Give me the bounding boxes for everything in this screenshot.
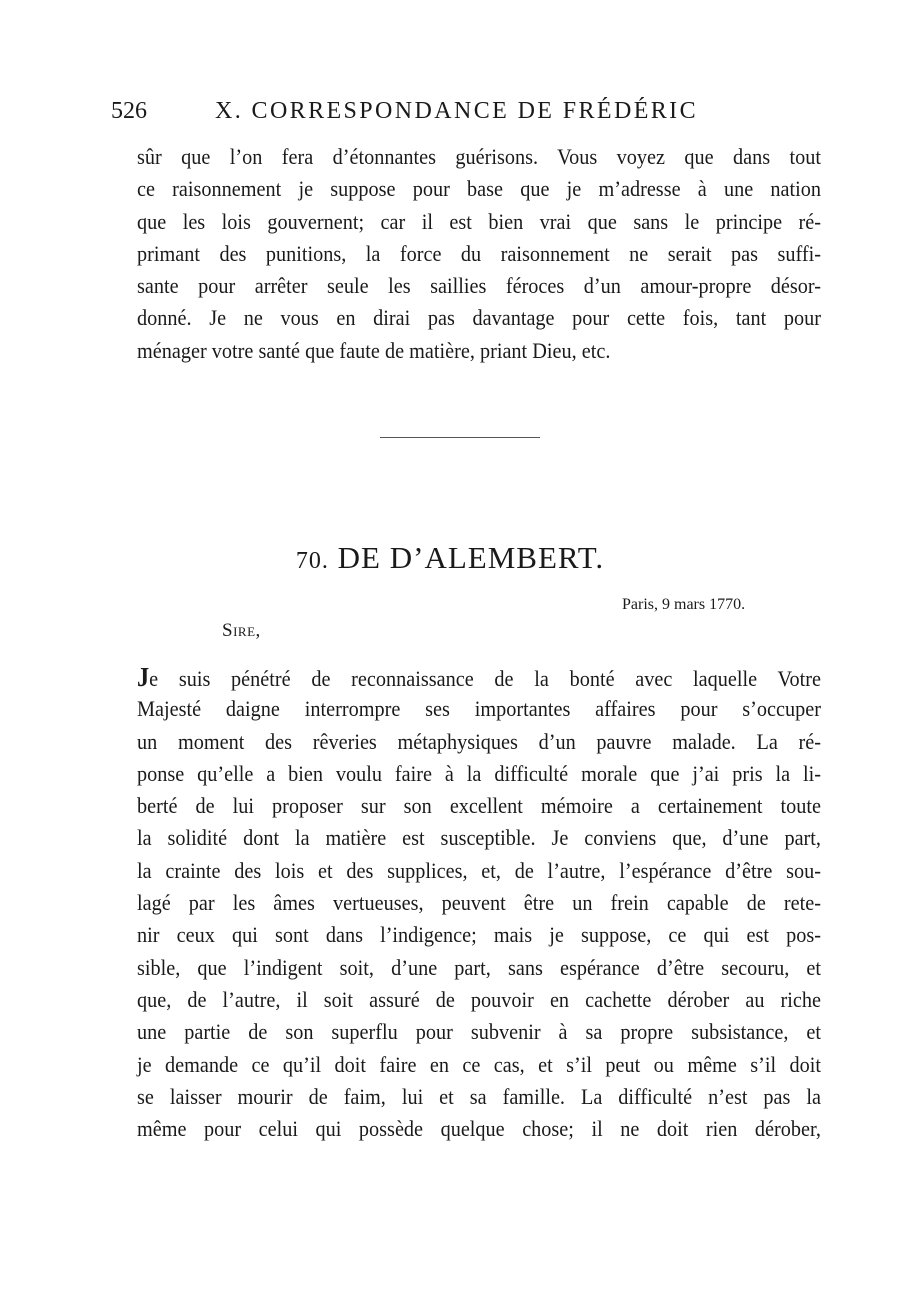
letter-heading	[0, 540, 900, 576]
text-line: e suis pénétré de reconnaissance de la bonté avec laquelle Votre	[149, 666, 821, 691]
text-line: que, de l’autre, il soit assuré de pouvoir en cachette dérober au riche	[137, 986, 821, 1012]
text-line: ponse qu’elle a bien voulu faire à la difficulté morale que j’ai pris la li-	[137, 760, 821, 786]
text-line: la solidité dont la matière est susceptible. Je conviens que, d’une part,	[137, 825, 821, 851]
text-line: lagé par les âmes vertueuses, peuvent être un frein capable de rete-	[137, 890, 821, 916]
letter-body	[137, 661, 821, 1145]
letter-number: 70.	[295, 548, 329, 574]
text-line: donné. Je ne vous en dirai pas davantage pour cette fois, tant pour	[137, 305, 821, 331]
text-line: je demande ce qu’il doit faire en ce cas, et s’il peut ou même s’il doit	[137, 1051, 821, 1077]
page-number: 526	[111, 98, 147, 124]
text-line: une partie de son superflu pour subvenir à sa propre subsistance, et	[137, 1019, 821, 1045]
text-line: berté de lui proposer sur son excellent mémoire a certainement toute	[137, 793, 821, 819]
initial-letter: J	[137, 662, 150, 692]
place-date: Paris, 9 mars 1770.	[622, 596, 746, 613]
text-line: ce raisonnement je suppose pour base que je m’adresse à une nation	[137, 176, 821, 202]
text-line: que les lois gouvernent; car il est bien vrai que sans le principe ré-	[137, 208, 821, 234]
continuation-text	[137, 141, 821, 367]
text-line: ménager votre santé que faute de matière, priant Dieu, etc.	[137, 337, 611, 363]
text-line: sûr que l’on fera d’étonnantes guérisons. Vous voyez que dans tout	[137, 144, 821, 169]
text-line: un moment des rêveries métaphysiques d’un pauvre malade. La ré-	[137, 728, 821, 754]
text-line: nir ceux qui sont dans l’indigence; mais je suppose, ce qui est pos-	[137, 922, 821, 948]
text-line: primant des punitions, la force du raisonnement ne serait pas suffi-	[137, 240, 821, 266]
section-divider	[380, 437, 540, 438]
letter-title: DE D’ALEMBERT.	[337, 540, 605, 575]
text-line: Majesté daigne interrompre ses importantes affaires pour s’occuper	[137, 696, 821, 722]
text-line: sible, que l’indigent soit, d’une part, sans espérance d’être secouru, et	[137, 954, 821, 980]
salutation: Sire,	[222, 620, 261, 641]
running-title: X. CORRESPONDANCE DE FRÉDÉRIC	[215, 98, 698, 124]
text-line: la crainte des lois et des supplices, et, de l’autre, l’espérance d’être sou-	[137, 857, 821, 883]
text-line: se laisser mourir de faim, lui et sa famille. La difficulté n’est pas la	[137, 1083, 821, 1109]
text-line: même pour celui qui possède quelque chose; il ne doit rien dérober,	[137, 1116, 821, 1142]
text-line: sante pour arrêter seule les saillies féroces d’un amour-propre désor-	[137, 273, 821, 299]
